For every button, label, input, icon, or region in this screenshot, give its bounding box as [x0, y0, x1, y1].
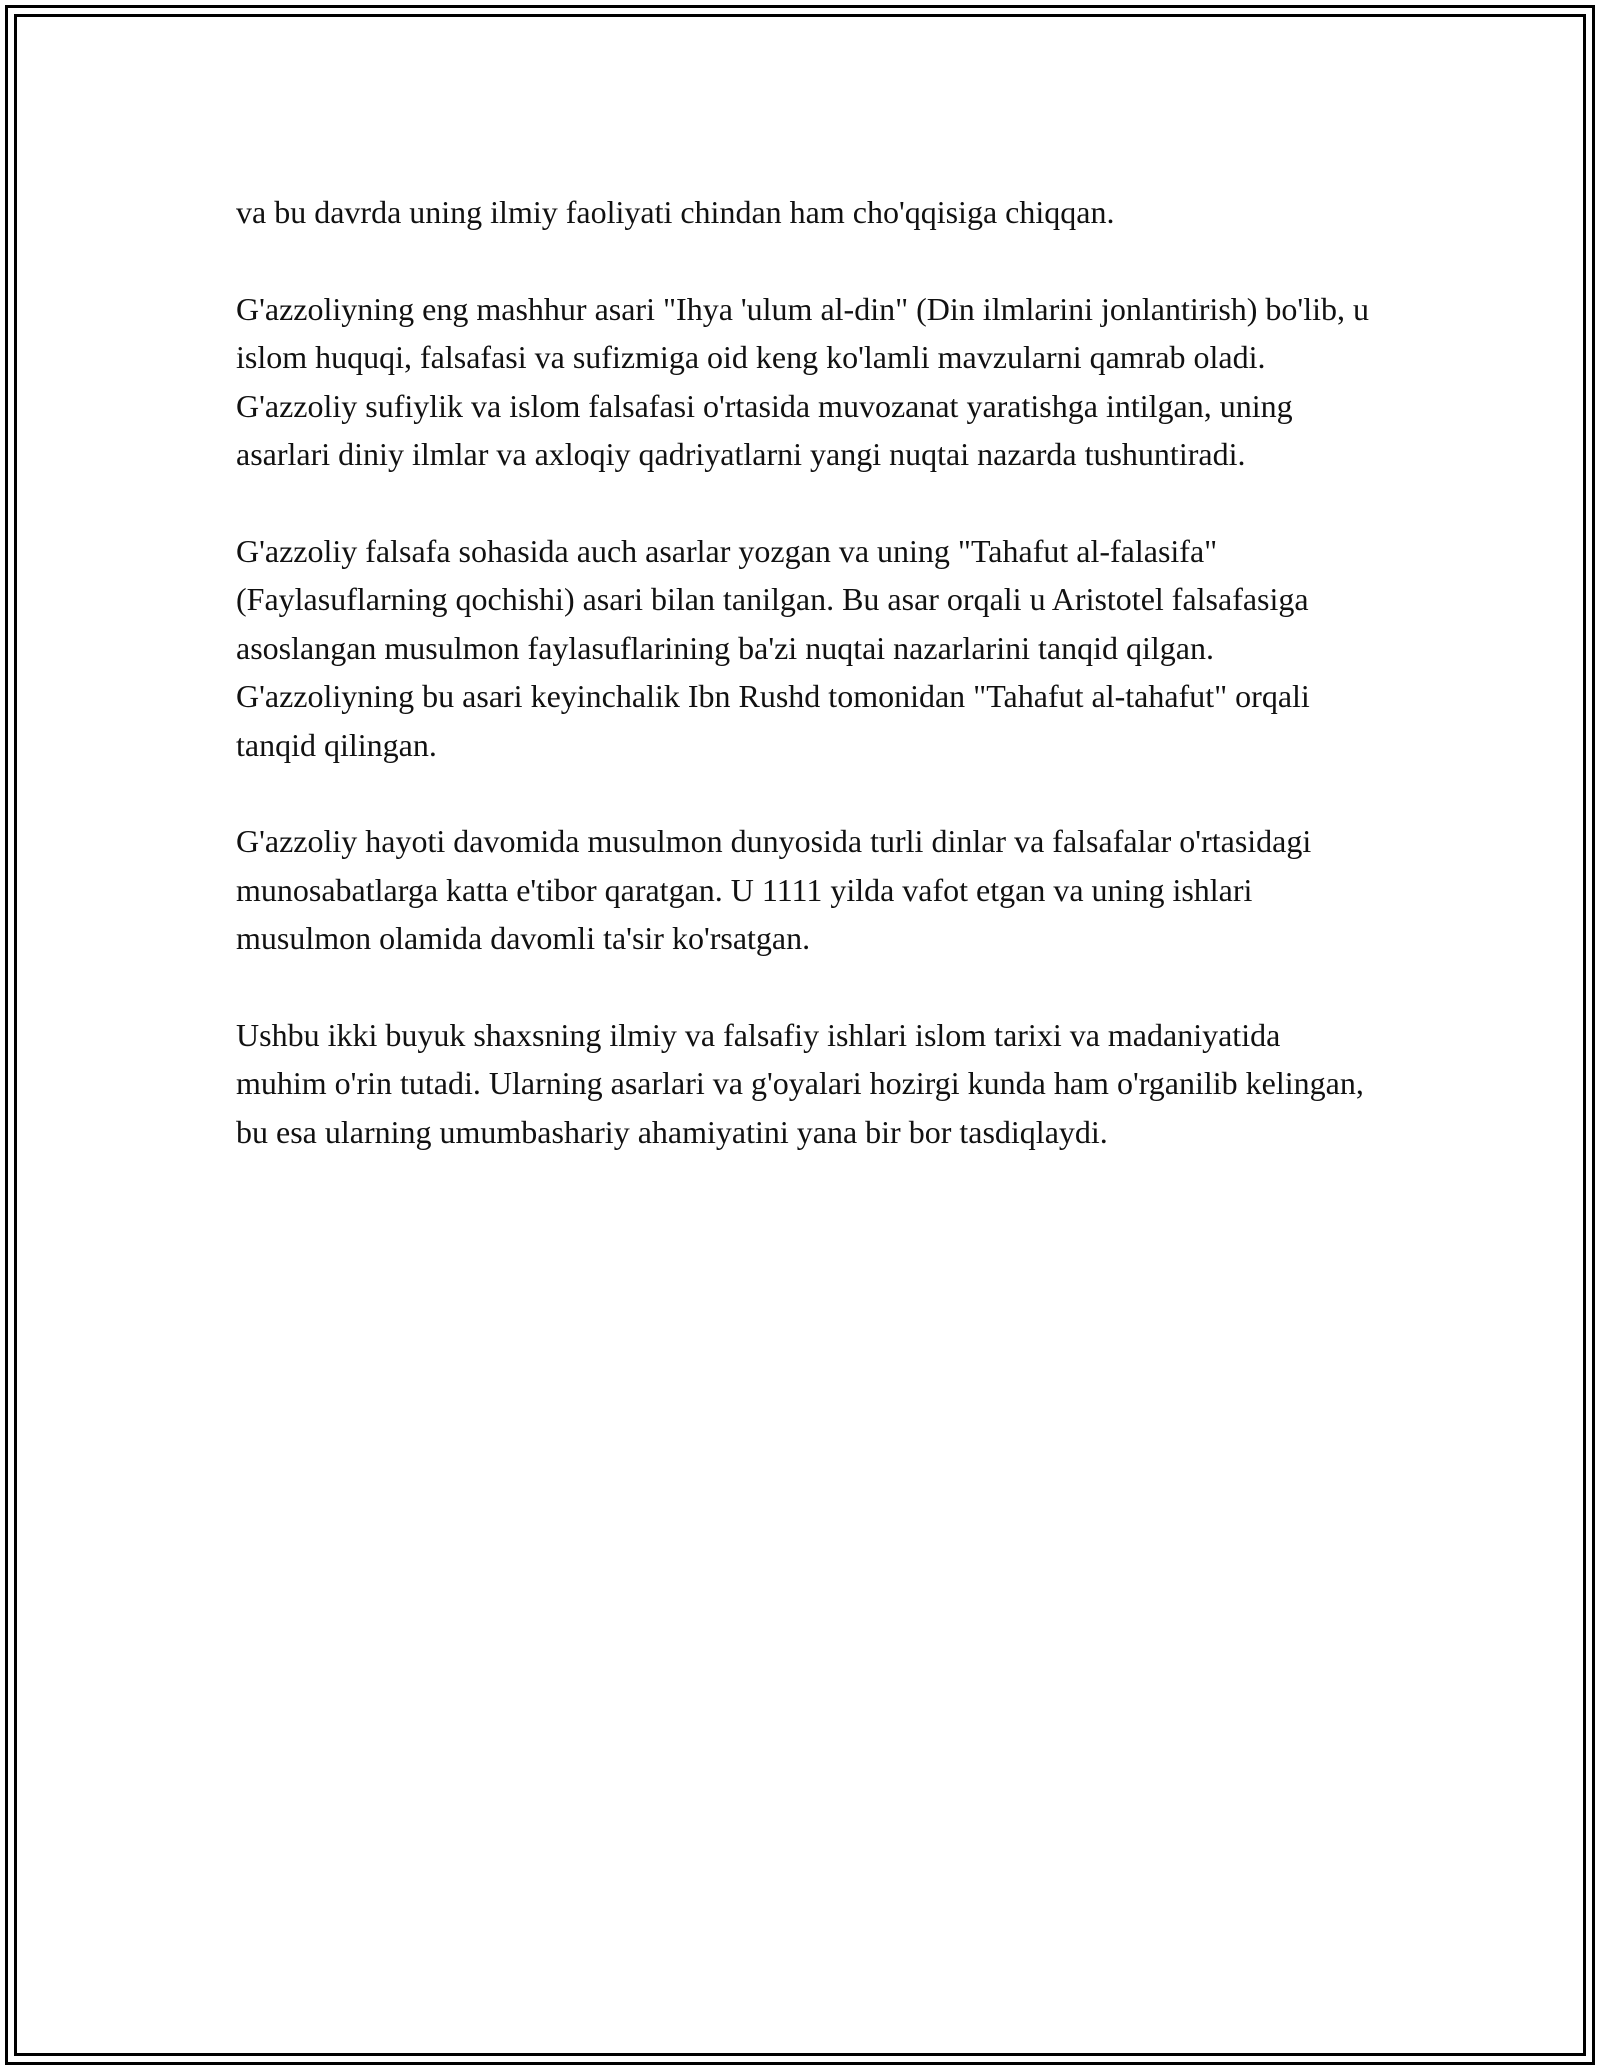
paragraph-5: Ushbu ikki buyuk shaxsning ilmiy va falsafiy ishlari islom tarixi va madaniyatida muhim o'rin tutadi. Ularning asarlari va g'oyalari hozirgi kunda ham o'rganilib kelingan, bu esa ularning umumbashariy ahamiyatini yana bir bor tasdiqlaydi. [236, 1016, 1364, 1150]
paragraph-4: G'azzoliy hayoti davomida musulmon dunyosida turli dinlar va falsafalar o'rtasidagi munosabatlarga katta e'tibor qaratgan. U 1111 yilda vafot etgan va uning ishlari musulmon olamida davomli ta'sir ko'rsatgan. [236, 823, 1312, 956]
document-body [236, 188, 1376, 1204]
paragraph-1: va bu davrda uning ilmiy faoliyati chindan ham cho'qqisiga chiqqan. [236, 194, 1115, 230]
paragraph-3: G'azzoliy falsafa sohasida auch asarlar yozgan va uning "Tahafut al-falasifa" (Faylasuflarning qochishi) asari bilan tanilgan. Bu asar orqali u Aristotel falsafasiga asoslangan musulmon faylasuflarining ba'zi nuqtai nazarlarini tanqid qilgan. G'azzoliyning bu asari keyinchalik Ibn Rushd tomonidan "Tahafut al-tahafut" orqali tanqid qilingan. [236, 532, 1310, 763]
paragraph-2: G'azzoliyning eng mashhur asari "Ihya 'ulum al-din" (Din ilmlarini jonlantirish) bo'lib, u islom huquqi, falsafasi va sufizmiga oid keng ko'lamli mavzularni qamrab oladi. G'azzoliy sufiylik va islom falsafasi o'rtasida muvozanat yaratishga intilgan, uning asarlari diniy ilmlar va axloqiy qadriyatlarni yangi nuqtai nazarda tushuntiradi. [236, 290, 1369, 472]
